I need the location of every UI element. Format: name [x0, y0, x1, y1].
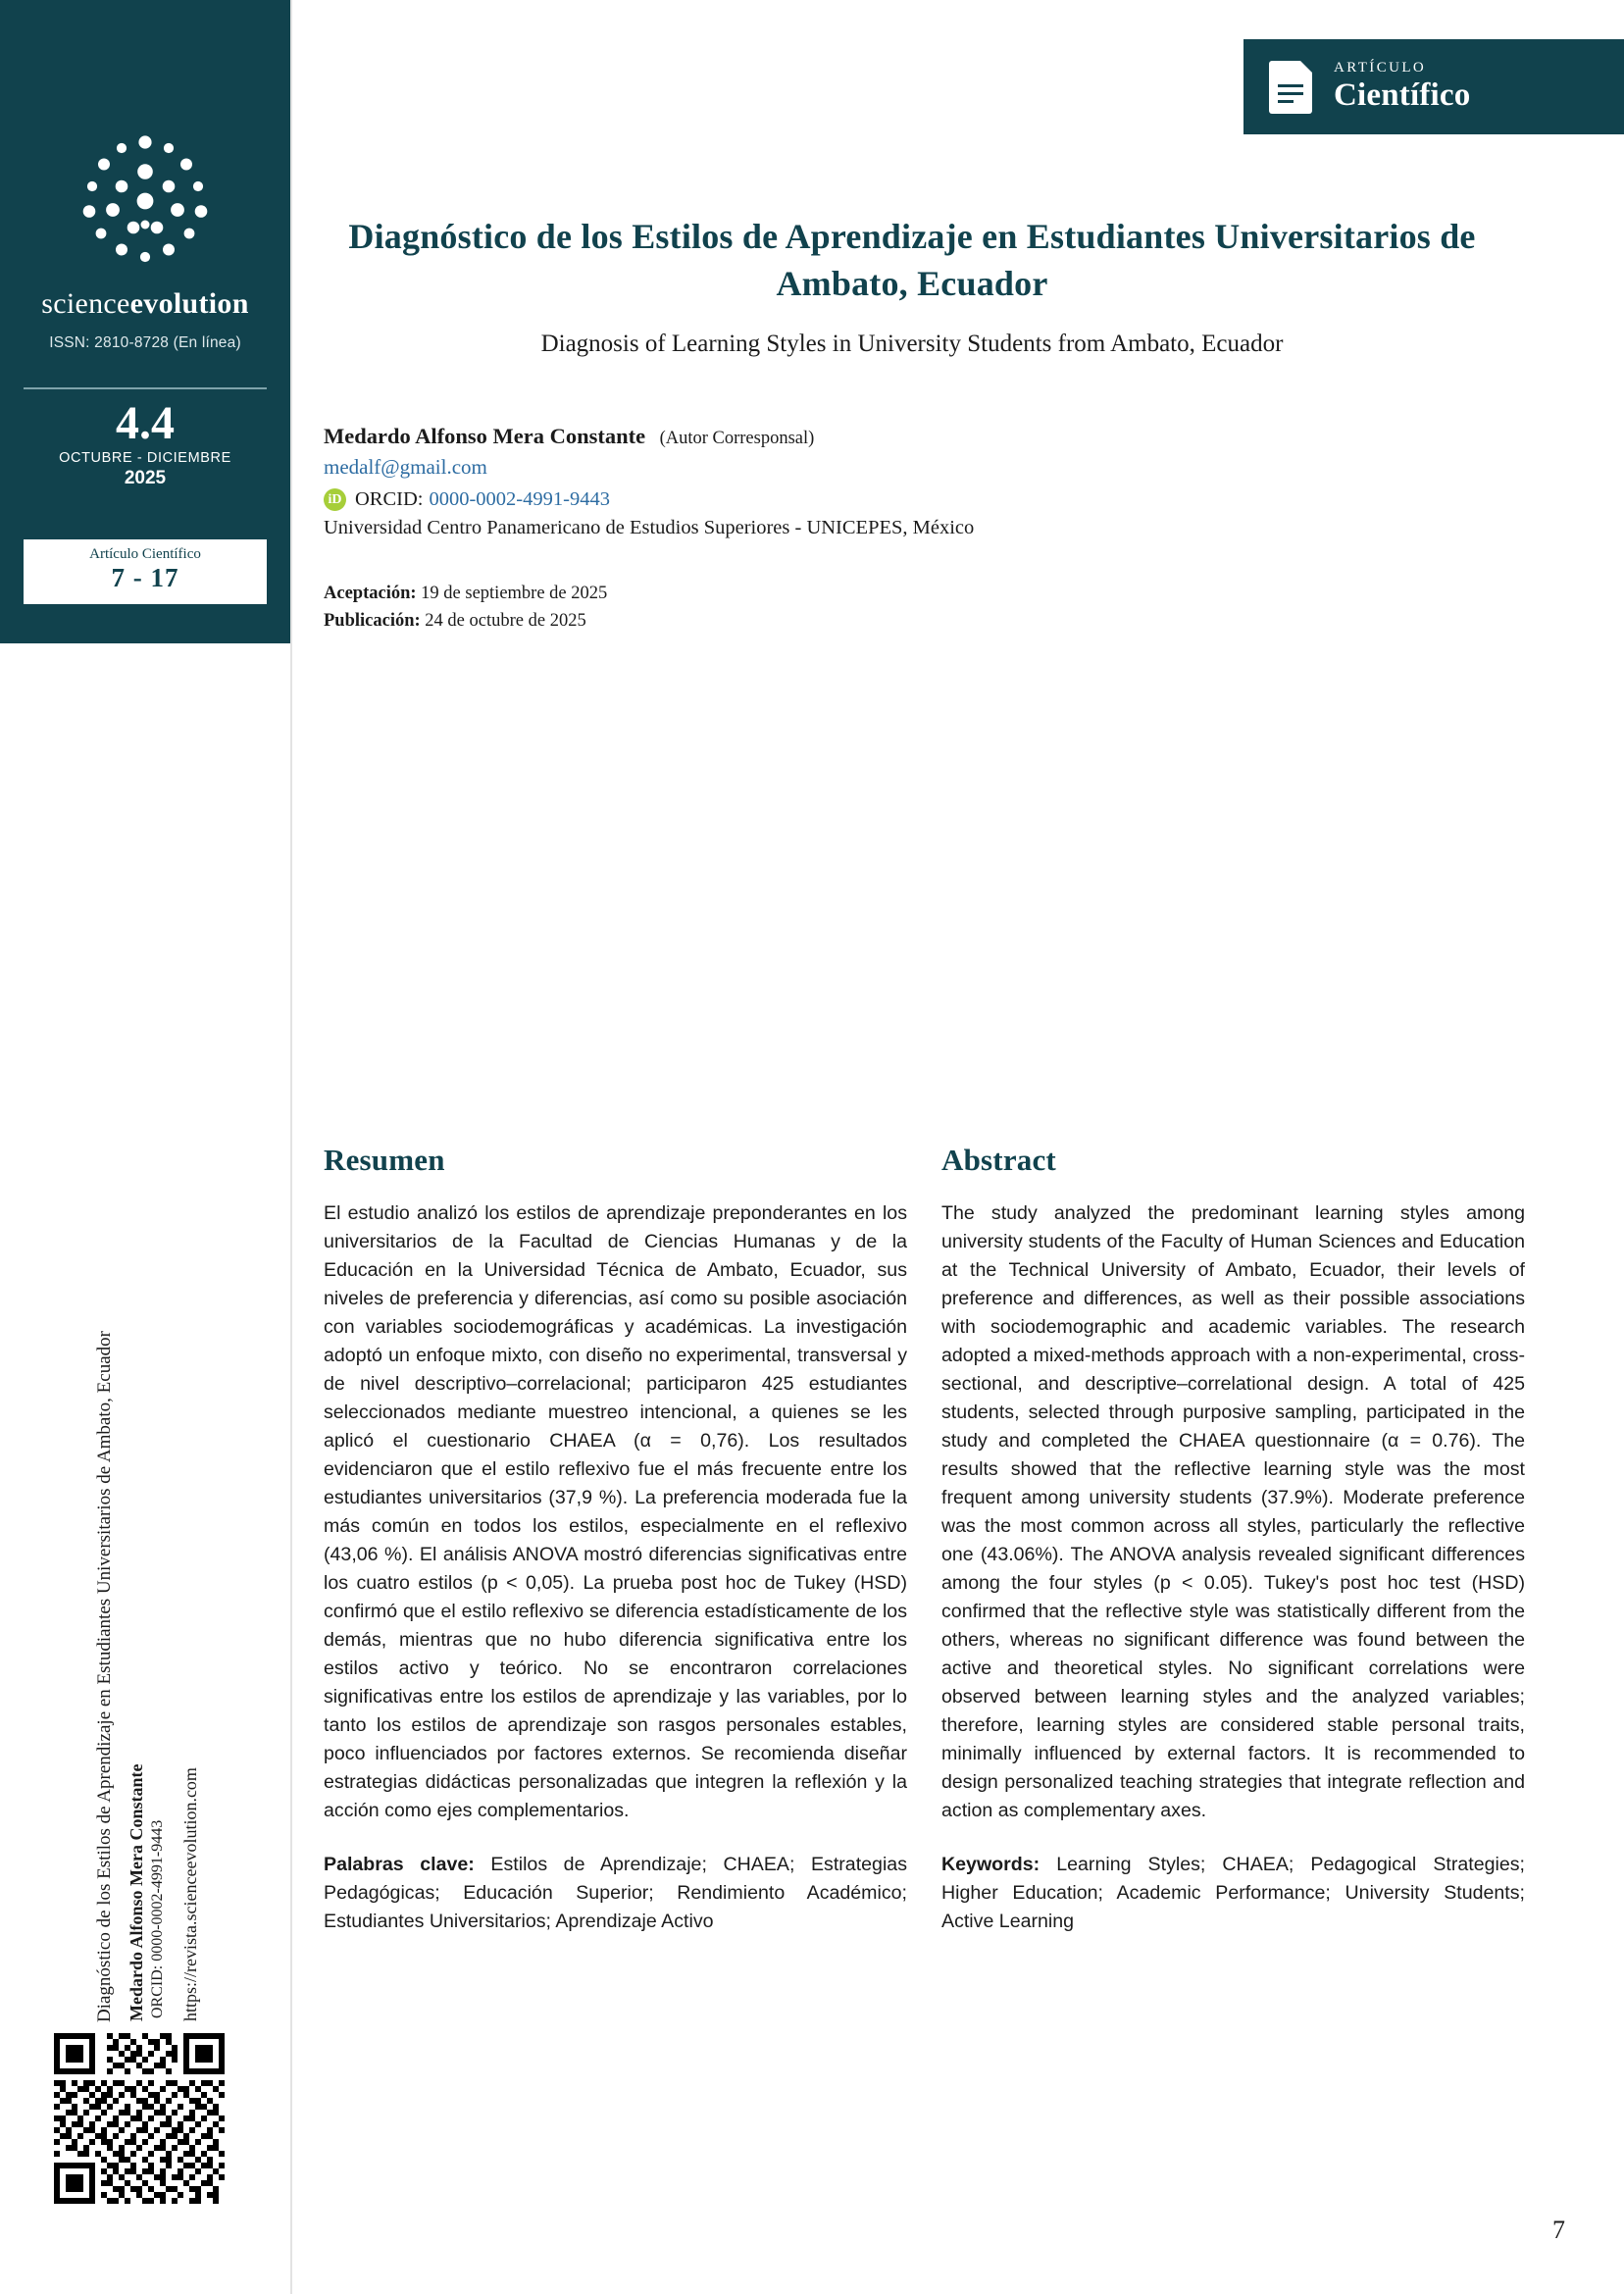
publication-date-row [324, 608, 607, 636]
page-divider [290, 0, 292, 2294]
resumen-keywords [324, 1851, 907, 1936]
author-email-link[interactable]: medalf@gmail.com [324, 455, 487, 479]
article-type-badge [1243, 39, 1624, 134]
abstract-section [941, 1143, 1525, 1936]
abstract-keywords-value: Learning Styles; CHAEA; Pedagogical Strategies; Higher Education; Academic Performance; University Students; Active Learning [941, 1853, 1525, 1932]
rotated-metadata [0, 0, 290, 2294]
rotated-orcid: ORCID: 0000-0002-4991-9443 [149, 1819, 166, 2018]
brand-part-2: evolution [129, 287, 249, 320]
publication-date-label: Publicación: [324, 610, 421, 631]
badge-kicker: ARTÍCULO [1334, 60, 1427, 76]
rotated-journal-url[interactable]: https://revista.scienceevolution.com [180, 1767, 200, 2021]
resumen-body: El estudio analizó los estilos de aprendizaje preponderantes en los universitarios de la Facultad de Ciencias Humanas y de la Educación en la Universidad Técnica de Ambato, Ecuador, sus niveles de preferencia y diferencias, así como su posible asociación con variables sociodemográficas y académicas. La investigación adoptó un enfoque mixto, con diseño no experimental, transversal y de nivel descriptivo–correlacional; participaron 425 estudiantes seleccionados mediante muestreo intencional, a quienes se les aplicó el cuestionario CHAEA (α = 0,76). Los resultados evidenciaron que el estilo reflexivo fue el más frecuente entre los estudiantes universitarios (37,9 %). La preferencia moderada fue la más común en todos los estilos, especialmente en el reflexivo (43,06 %). El análisis ANOVA mostró diferencias significativas entre los cuatro estilos (p < 0,05). La prueba post hoc de Tukey (HSD) confirmó que el estilo reflexivo se diferencia estadísticamente de los demás, mientras que no hubo diferencia significativa entre los estilos activo y teórico. No se encontraron correlaciones significativas entre los estilos de aprendizaje y las variables, por lo tanto los estilos de aprendizaje son rasgos personales estables, poco influenciados por factores externos. Se recomienda diseñar estrategias didácticas personalizadas que integren la reflexión y la acción como ejes complementarios. [324, 1202, 907, 1821]
orcid-icon: iD [324, 488, 346, 511]
resumen-heading: Resumen [324, 1143, 445, 1177]
volume-period: OCTUBRE - DICIEMBRE [59, 450, 231, 467]
author-block [324, 424, 1451, 539]
qr-code-image [54, 2033, 225, 2204]
page-title: Diagnóstico de los Estilos de Aprendizaje en Estudiantes Universitarios de Ambato, Ecuador [348, 217, 1476, 303]
journal-issn: ISSN: 2810-8728 (En línea) [49, 334, 241, 351]
volume-number: 4.4 [116, 397, 175, 449]
article-type-label: Artículo Científico [89, 546, 201, 562]
rotated-article-title: Diagnóstico de los Estilos de Aprendizaje en Estudiantes Universitarios de Ambato, Ecuador [94, 1331, 115, 2022]
page-number: 7 [1552, 2216, 1565, 2244]
resumen-keywords-value: Estilos de Aprendizaje; CHAEA; Estrategias Pedagógicas; Educación Superior; Rendimiento Académico; Estudiantes Universitarios; Aprendizaje Activo [324, 1853, 907, 1932]
abstract-keywords [941, 1851, 1525, 1936]
orcid-id-link[interactable]: 0000-0002-4991-9443 [429, 488, 610, 510]
rotated-author-name: Medardo Alfonso Mera Constante [127, 1763, 146, 2021]
abstract-heading: Abstract [941, 1143, 1056, 1177]
author-name: Medardo Alfonso Mera Constante [324, 424, 646, 448]
document-icon [1269, 61, 1312, 114]
brand-part-1: science [41, 287, 130, 320]
page-subtitle: Diagnosis of Learning Styles in University Students from Ambato, Ecuador [540, 331, 1284, 357]
publication-dates [324, 581, 607, 636]
volume-year: 2025 [124, 468, 167, 489]
resumen-section [324, 1143, 907, 1936]
article-page-range: 7 - 17 [111, 563, 179, 592]
orcid-label: ORCID: [355, 488, 424, 510]
abstract-keywords-label: Keywords: [941, 1853, 1040, 1875]
author-role: (Autor Corresponsal) [659, 429, 815, 448]
publication-date-value: 24 de octubre de 2025 [425, 610, 586, 631]
orcid-row [324, 488, 1451, 511]
qr-code[interactable] [46, 2025, 232, 2212]
badge-title: Científico [1334, 77, 1471, 113]
acceptance-date-value: 19 de septiembre de 2025 [421, 584, 608, 603]
acceptance-date-row [324, 581, 607, 608]
author-affiliation: Universidad Centro Panamericano de Estudios Superiores - UNICEPES, México [324, 517, 975, 538]
abstract-body: The study analyzed the predominant learning styles among university students of the Faculty of Human Sciences and Education at the Technical University of Ambato, Ecuador, their levels of preference and differences, as well as their possible associations with sociodemographic and academic variables. The research adopted a mixed-methods approach with a non-experimental, cross-sectional, and descriptive–correlational design. A total of 425 students, selected through purposive sampling, participated in the study and completed the CHAEA questionnaire (α = 0.76). The results showed that the reflective learning style was the most frequent among university students (37.9%). Moderate preference was the most common across all styles, particularly the reflective one (43.06%). The ANOVA analysis revealed significant differences among the four styles (p < 0.05). Tukey's post hoc test (HSD) confirmed that the reflective style was statistically different from the others, whereas no significant difference was found between the active and theoretical styles. No significant correlations were observed between learning styles and the analyzed variables; therefore, learning styles are considered stable personal traits, minimally influenced by external factors. It is recommended to design personalized teaching strategies that integrate reflection and action as complementary axes. [941, 1202, 1525, 1821]
resumen-keywords-label: Palabras clave: [324, 1853, 475, 1875]
acceptance-date-label: Aceptación: [324, 584, 417, 603]
